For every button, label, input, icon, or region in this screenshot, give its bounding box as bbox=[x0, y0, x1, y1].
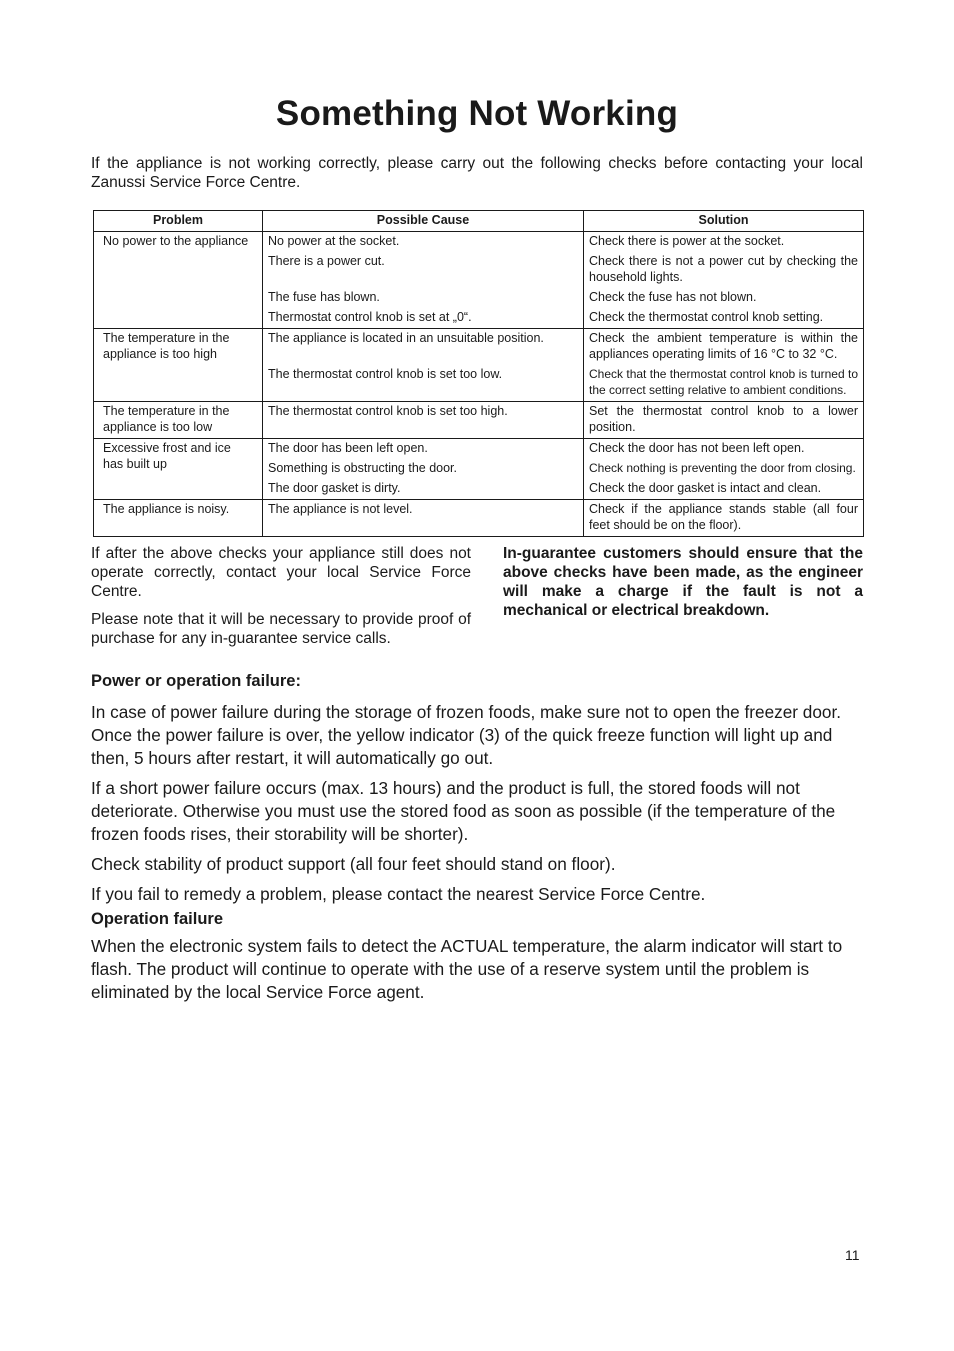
cause-cell bbox=[263, 402, 584, 439]
solution-text: Check the fuse has not blown. bbox=[589, 290, 757, 304]
header-problem: Problem bbox=[94, 211, 263, 232]
solution-cell bbox=[584, 232, 864, 329]
solution-cell bbox=[584, 329, 864, 402]
page-number: 11 bbox=[845, 1247, 860, 1263]
page-title: Something Not Working bbox=[275, 94, 679, 133]
cause-text: The fuse has blown. bbox=[268, 290, 380, 304]
table-row bbox=[94, 439, 864, 500]
cause-cell bbox=[263, 329, 584, 402]
solution-text: Check the ambient temperature is within the appliances operating limits of 16 °C to 32 °C. bbox=[589, 331, 858, 361]
problem-text: The temperature in the appliance is too low bbox=[103, 404, 230, 434]
intro-paragraph: If the appliance is not working correctly, please carry out the following checks before contacting your local Zanussi Service Force Centre. bbox=[91, 155, 863, 191]
operation-failure-paragraph: When the electronic system fails to detect the ACTUAL temperature, the alarm indicator will start to flash. The product will continue to operate with the use of a reserve system until the problem is eliminated by the local Service Force agent. bbox=[91, 936, 843, 1002]
solution-text: Set the thermostat control knob to a lower position. bbox=[589, 404, 858, 434]
solution-text: Check the thermostat control knob setting. bbox=[589, 310, 824, 324]
power-failure-heading: Power or operation failure: bbox=[91, 672, 301, 690]
problem-cell bbox=[94, 232, 263, 329]
table-row bbox=[94, 500, 864, 537]
problem-cell bbox=[94, 402, 263, 439]
solution-text: Check the door gasket is intact and clean. bbox=[589, 481, 822, 495]
problem-text: No power to the appliance bbox=[103, 234, 249, 248]
proof-of-purchase-paragraph: Please note that it will be necessary to provide proof of purchase for any in-guarantee service calls. bbox=[91, 611, 471, 647]
solution-cell bbox=[584, 500, 864, 537]
solution-text: Check there is not a power cut by checking the household lights. bbox=[589, 254, 858, 284]
solution-text: Check that the thermostat control knob is turned to the correct setting relative to ambient conditions. bbox=[589, 367, 858, 397]
cause-text: The appliance is located in an unsuitable position. bbox=[268, 331, 544, 345]
cause-text: Thermostat control knob is set at „0“. bbox=[268, 310, 472, 324]
cause-text: Something is obstructing the door. bbox=[268, 461, 458, 475]
cause-text: The door gasket is dirty. bbox=[268, 481, 401, 495]
contact-service-centre-paragraph: If you fail to remedy a problem, please contact the nearest Service Force Centre. bbox=[91, 884, 706, 904]
short-power-failure-paragraph: If a short power failure occurs (max. 13 hours) and the product is full, the stored foods will not deteriorate. Otherwise you must use the stored food as soon as possible (if the temperature of the frozen foods rises, their storability will be shorter). bbox=[91, 778, 836, 844]
problem-text: The appliance is noisy. bbox=[103, 502, 230, 516]
cause-text: The thermostat control knob is set too high. bbox=[268, 404, 508, 418]
cause-cell bbox=[263, 500, 584, 537]
cause-text: The appliance is not level. bbox=[268, 502, 413, 516]
operation-failure-heading: Operation failure bbox=[91, 910, 224, 928]
troubleshooting-table bbox=[93, 210, 864, 537]
table-row bbox=[94, 232, 864, 329]
cause-cell bbox=[263, 232, 584, 329]
solution-cell bbox=[584, 439, 864, 500]
cause-text: The door has been left open. bbox=[268, 441, 428, 455]
power-failure-paragraph: In case of power failure during the storage of frozen foods, make sure not to open the freezer door. Once the power failure is over, the yellow indicator (3) of the quick freeze function will light up and then, 5 hours after restart, it will automatically go out. bbox=[91, 702, 842, 768]
solution-cell bbox=[584, 402, 864, 439]
problem-text: Excessive frost and ice has built up bbox=[103, 441, 231, 471]
solution-text: Check if the appliance stands stable (all four feet should be on the floor). bbox=[589, 502, 858, 532]
header-possible-cause: Possible Cause bbox=[263, 211, 584, 232]
cause-text: The thermostat control knob is set too low. bbox=[268, 367, 503, 381]
table-row bbox=[94, 329, 864, 402]
table-row bbox=[94, 402, 864, 439]
guarantee-notice: In-guarantee customers should ensure that the above checks have been made, as the engineer will make a charge if the fault is not a mechanical or electrical breakdown. bbox=[503, 545, 863, 619]
cause-text: There is a power cut. bbox=[268, 254, 385, 268]
solution-text: Check nothing is preventing the door from closing. bbox=[589, 461, 856, 475]
header-solution: Solution bbox=[584, 211, 864, 232]
problem-cell bbox=[94, 500, 263, 537]
stability-paragraph: Check stability of product support (all four feet should stand on floor). bbox=[91, 854, 616, 874]
table-header-row bbox=[94, 211, 864, 232]
operation-failure-section bbox=[91, 908, 863, 1004]
problem-text: The temperature in the appliance is too high bbox=[103, 331, 230, 361]
solution-text: Check the door has not been left open. bbox=[589, 441, 805, 455]
solution-text: Check there is power at the socket. bbox=[589, 234, 785, 248]
problem-cell bbox=[94, 439, 263, 500]
contact-service-paragraph: If after the above checks your appliance still does not operate correctly, contact your local Service Force Centre. bbox=[91, 545, 471, 600]
power-failure-section bbox=[91, 670, 863, 906]
cause-cell bbox=[263, 439, 584, 500]
cause-text: No power at the socket. bbox=[268, 234, 400, 248]
problem-cell bbox=[94, 329, 263, 402]
after-checks-left-column bbox=[91, 544, 471, 657]
